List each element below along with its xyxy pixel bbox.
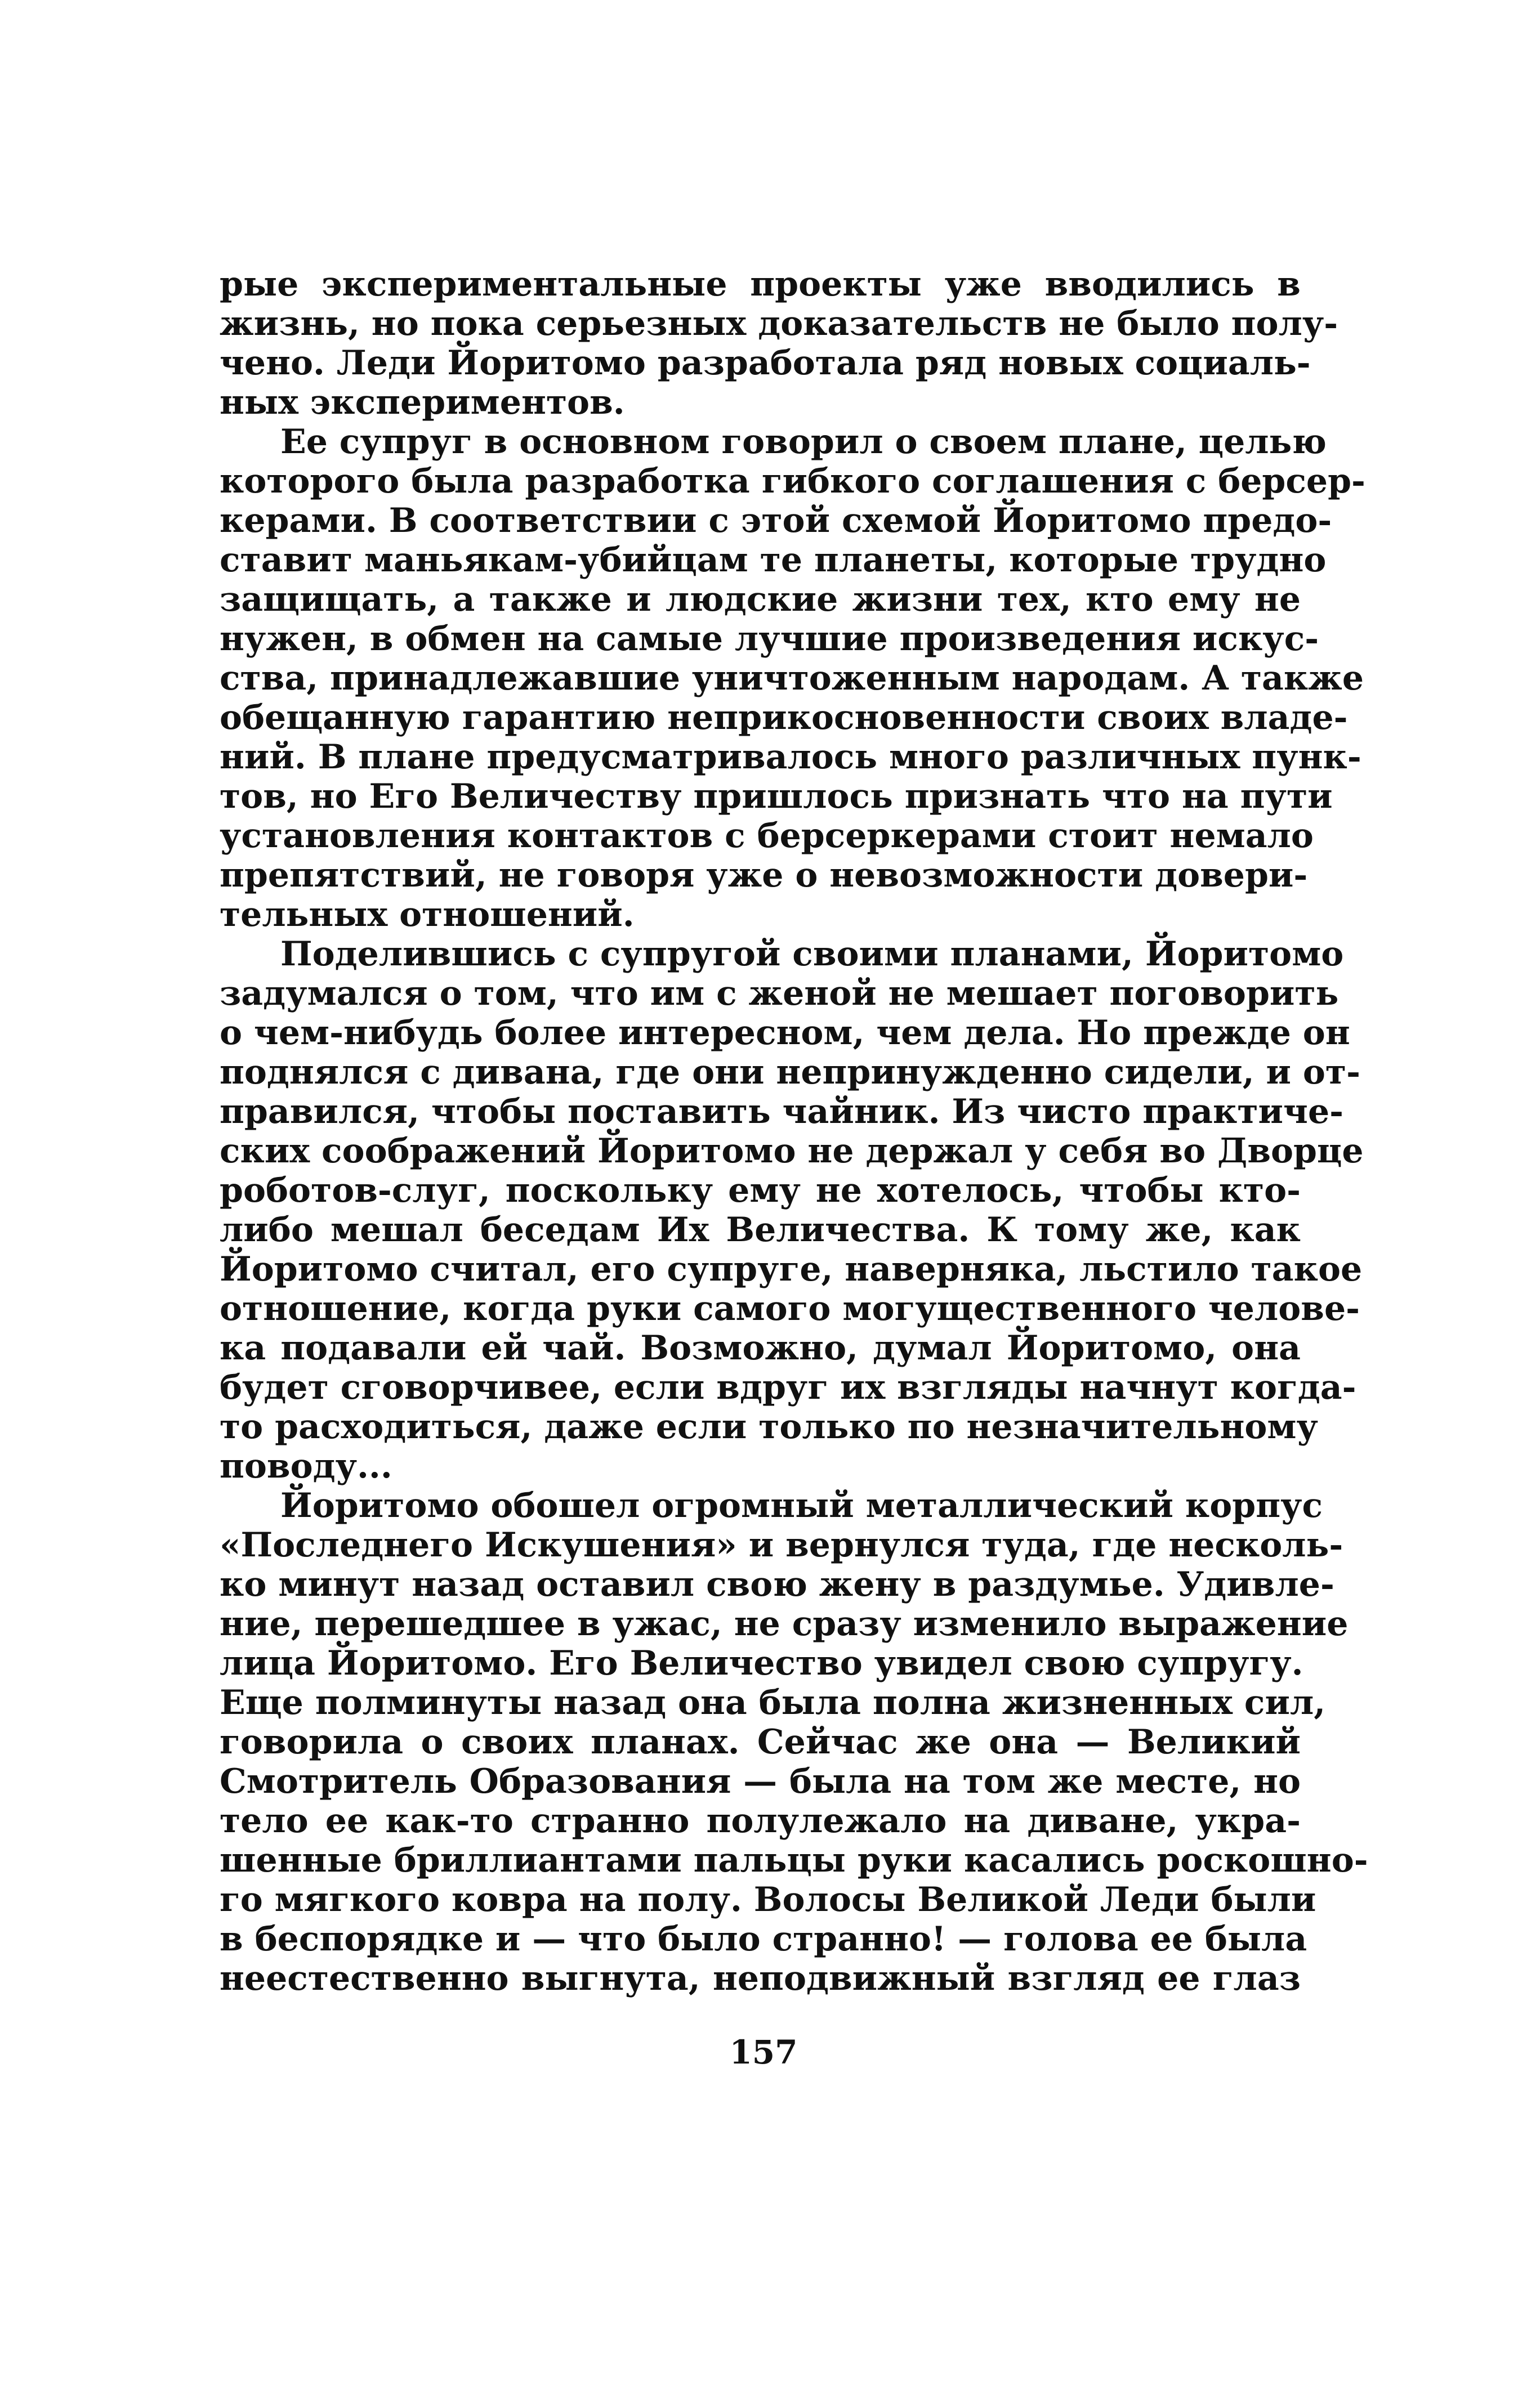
text-line: Ее супруг в основном говорил о своем плане, целью xyxy=(280,422,1327,462)
page-text-block xyxy=(220,265,1368,1998)
text-line: Еще полминуты назад она была полна жизненных сил, xyxy=(220,1683,1326,1722)
text-line: керами. В соответствии с этой схемой Йоритомо предо- xyxy=(220,501,1332,540)
text-line: ных экспериментов. xyxy=(220,383,625,422)
text-line: Йоритомо считал, его супруге, наверняка, льстило такое xyxy=(220,1250,1363,1289)
text-line: тов, но Его Величеству пришлось признать что на пути xyxy=(220,777,1333,816)
text-line: которого была разработка гибкого соглашения с берсер- xyxy=(220,462,1365,501)
text-line: ний. В плане предусматривалось много различных пунк- xyxy=(220,737,1361,777)
text-line: обещанную гарантию неприкосновенности своих владе- xyxy=(220,698,1348,737)
text-line: неестественно выгнута, неподвижный взгляд ее глаз xyxy=(220,1959,1301,1998)
text-line: ка подавали ей чай. Возможно, думал Йоритомо, она xyxy=(220,1328,1301,1368)
paragraph xyxy=(220,1486,1368,1998)
text-line: установления контактов с берсеркерами стоит немало xyxy=(220,816,1314,856)
text-line: Поделившись с супругой своими планами, Йоритомо xyxy=(280,934,1344,974)
text-line: роботов-слуг, поскольку ему не хотелось, чтобы кто- xyxy=(220,1171,1301,1210)
text-line: говорила о своих планах. Сейчас же она — Великий xyxy=(220,1722,1301,1762)
text-line: ко минут назад оставил свою жену в раздумье. Удивле- xyxy=(220,1565,1334,1604)
text-line: отношение, когда руки самого могущественного челове- xyxy=(220,1289,1360,1328)
text-line: правился, чтобы поставить чайник. Из чисто практиче- xyxy=(220,1092,1344,1131)
text-line: нужен, в обмен на самые лучшие произведения искус- xyxy=(220,619,1319,659)
text-line: защищать, а также и людские жизни тех, кто ему не xyxy=(220,580,1301,619)
text-line: либо мешал беседам Их Величества. К тому же, как xyxy=(220,1210,1301,1250)
text-line: лица Йоритомо. Его Величество увидел свою супругу. xyxy=(220,1644,1303,1683)
text-line: поднялся с дивана, где они непринужденно сидели, и от- xyxy=(220,1053,1360,1092)
text-line: Йоритомо обошел огромный металлический корпус xyxy=(280,1486,1323,1525)
text-line: Смотритель Образования — была на том же месте, но xyxy=(220,1762,1301,1801)
page-number: 157 xyxy=(729,2033,798,2071)
text-line: ставит маньякам-убийцам те планеты, которые трудно xyxy=(220,540,1327,580)
text-line: в беспорядке и — что было странно! — голова ее была xyxy=(220,1919,1307,1959)
paragraph xyxy=(220,422,1365,934)
text-line: ние, перешедшее в ужас, не сразу изменило выражение xyxy=(220,1604,1349,1644)
text-line: то расходиться, даже если только по незначительному xyxy=(220,1407,1318,1447)
text-line: чено. Леди Йоритомо разработала ряд новых социаль- xyxy=(220,343,1311,383)
text-line: поводу... xyxy=(220,1447,392,1486)
text-line: жизнь, но пока серьезных доказательств не было полу- xyxy=(220,304,1338,343)
text-line: шенные бриллиантами пальцы руки касались роскошно- xyxy=(220,1841,1368,1880)
paragraph xyxy=(220,934,1364,1486)
text-line: тельных отношений. xyxy=(220,895,635,934)
text-line: задумался о том, что им с женой не мешает поговорить xyxy=(220,974,1339,1013)
text-line: ства, принадлежавшие уничтоженным народам. А также xyxy=(220,659,1364,698)
text-line: ских соображений Йоритомо не держал у себя во Дворце xyxy=(220,1131,1364,1171)
text-line: рые экспериментальные проекты уже вводились в xyxy=(220,265,1301,304)
text-line: го мягкого ковра на полу. Волосы Великой Леди были xyxy=(220,1880,1316,1919)
paragraph xyxy=(220,265,1338,422)
text-line: будет сговорчивее, если вдруг их взгляды начнут когда- xyxy=(220,1368,1356,1407)
text-line: о чем-нибудь более интересном, чем дела. Но прежде он xyxy=(220,1013,1350,1053)
text-line: тело ее как-то странно полулежало на диване, укра- xyxy=(220,1801,1301,1841)
text-line: «Последнего Искушения» и вернулся туда, где несколь- xyxy=(220,1525,1343,1565)
text-line: препятствий, не говоря уже о невозможности довери- xyxy=(220,856,1308,895)
